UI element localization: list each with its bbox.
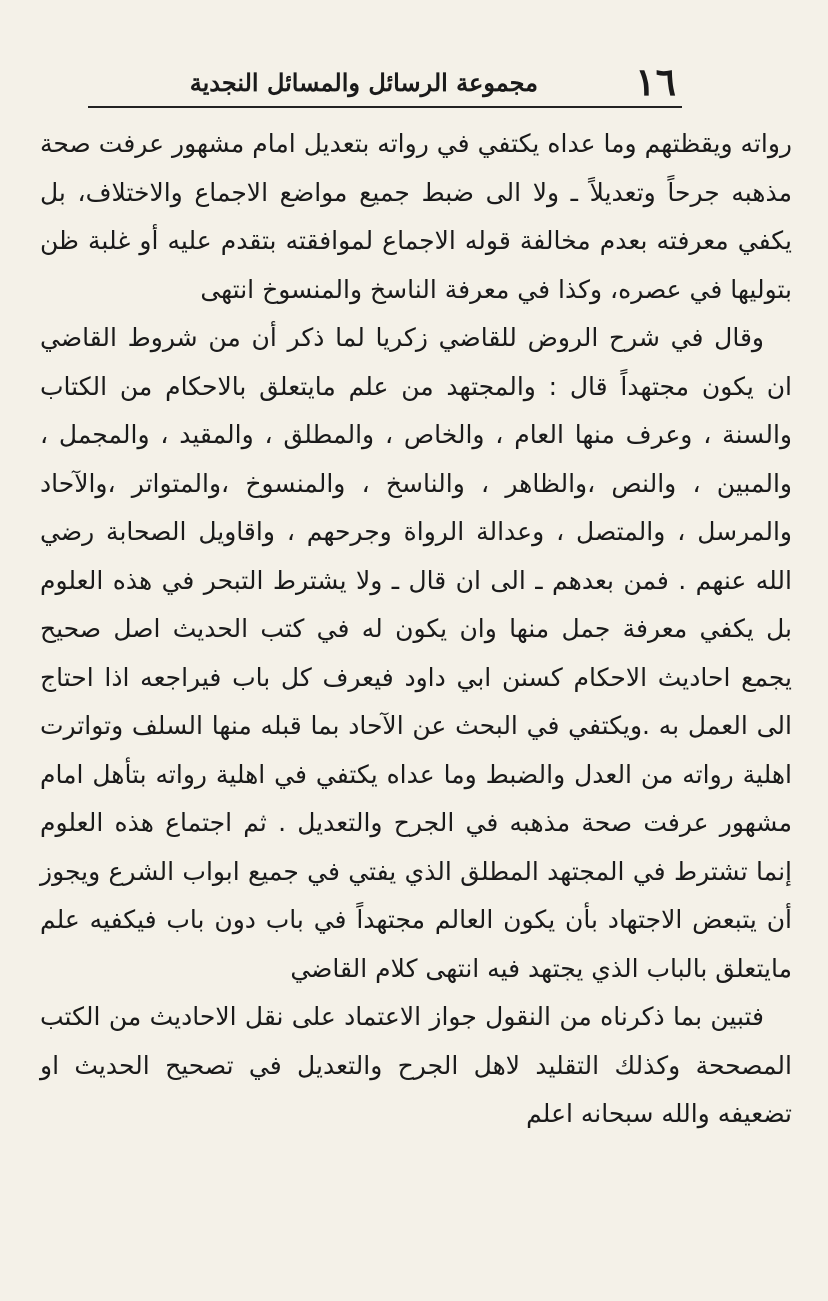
running-title: مجموعة الرسائل والمسائل النجدية — [189, 68, 538, 97]
page-number: ١٦ — [635, 59, 676, 104]
paragraph-continuation: رواته ويقظتهم وما عداه يكتفي في رواته بتعديل امام مشهور عرفت صحة مذهبه جرحاً وتعديلاً ـ ولا الى ضبط جميع مواضع الاجماع والاختلاف، بل يكفي معرفته بعدم مخالفة قوله الاجماع لموافقته بتقدم عليه أو غلبة ظن بتوليها في عصره، وكذا في معرفة الناسخ والمنسوخ انتهى — [40, 129, 792, 304]
header-divider — [88, 106, 682, 108]
paragraph-conclusion: فتبين بما ذكرناه من النقول جواز الاعتماد على نقل الاحاديث من الكتب المصححة وكذلك التقليد لاهل الجرح والتعديل في تصحيح الحديث او تضعيفه والله سبحانه اعلم — [40, 1002, 792, 1128]
page-header — [88, 58, 688, 108]
page-body — [40, 120, 792, 1139]
paragraph-quotation: وقال في شرح الروض للقاضي زكريا لما ذكر أن من شروط القاضي ان يكون مجتهداً قال : والمجتهد من علم مايتعلق بالاحكام من الكتاب والسنة ، وعرف منها العام ، والخاص ، والمطلق ، والمقيد ، والمجمل ، والمبين ، والنص ،والظاهر ، والناسخ ، والمنسوخ ،والمتواتر ،والآحاد والمرسل ، والمتصل ، وعدالة الرواة وجرحهم ، واقاويل الصحابة رضي الله عنهم . فمن بعدهم ـ الى ان قال ـ ولا يشترط التبحر في هذه العلوم بل يكفي معرفة جمل منها وان يكون له في كتب الحديث اصل صحيح يجمع احاديث الاحكام كسنن ابي داود فيعرف كل باب فيراجعه اذا احتاج الى العمل به .ويكتفي في البحث عن الآحاد بما قبله منها السلف وتواترت اهلية رواته من العدل والضبط وما عداه يكتفي في اهلية رواته بتأهل امام مشهور عرفت صحة مذهبه في الجرح والتعديل . ثم اجتماع هذه العلوم إنما تشترط في المجتهد المطلق الذي يفتي في جميع ابواب الشرع ويجوز أن يتبعض الاجتهاد بأن يكون العالم مجتهداً في باب دون باب فيكفيه علم مايتعلق بالباب الذي يجتهد فيه انتهى كلام القاضي — [40, 323, 792, 983]
